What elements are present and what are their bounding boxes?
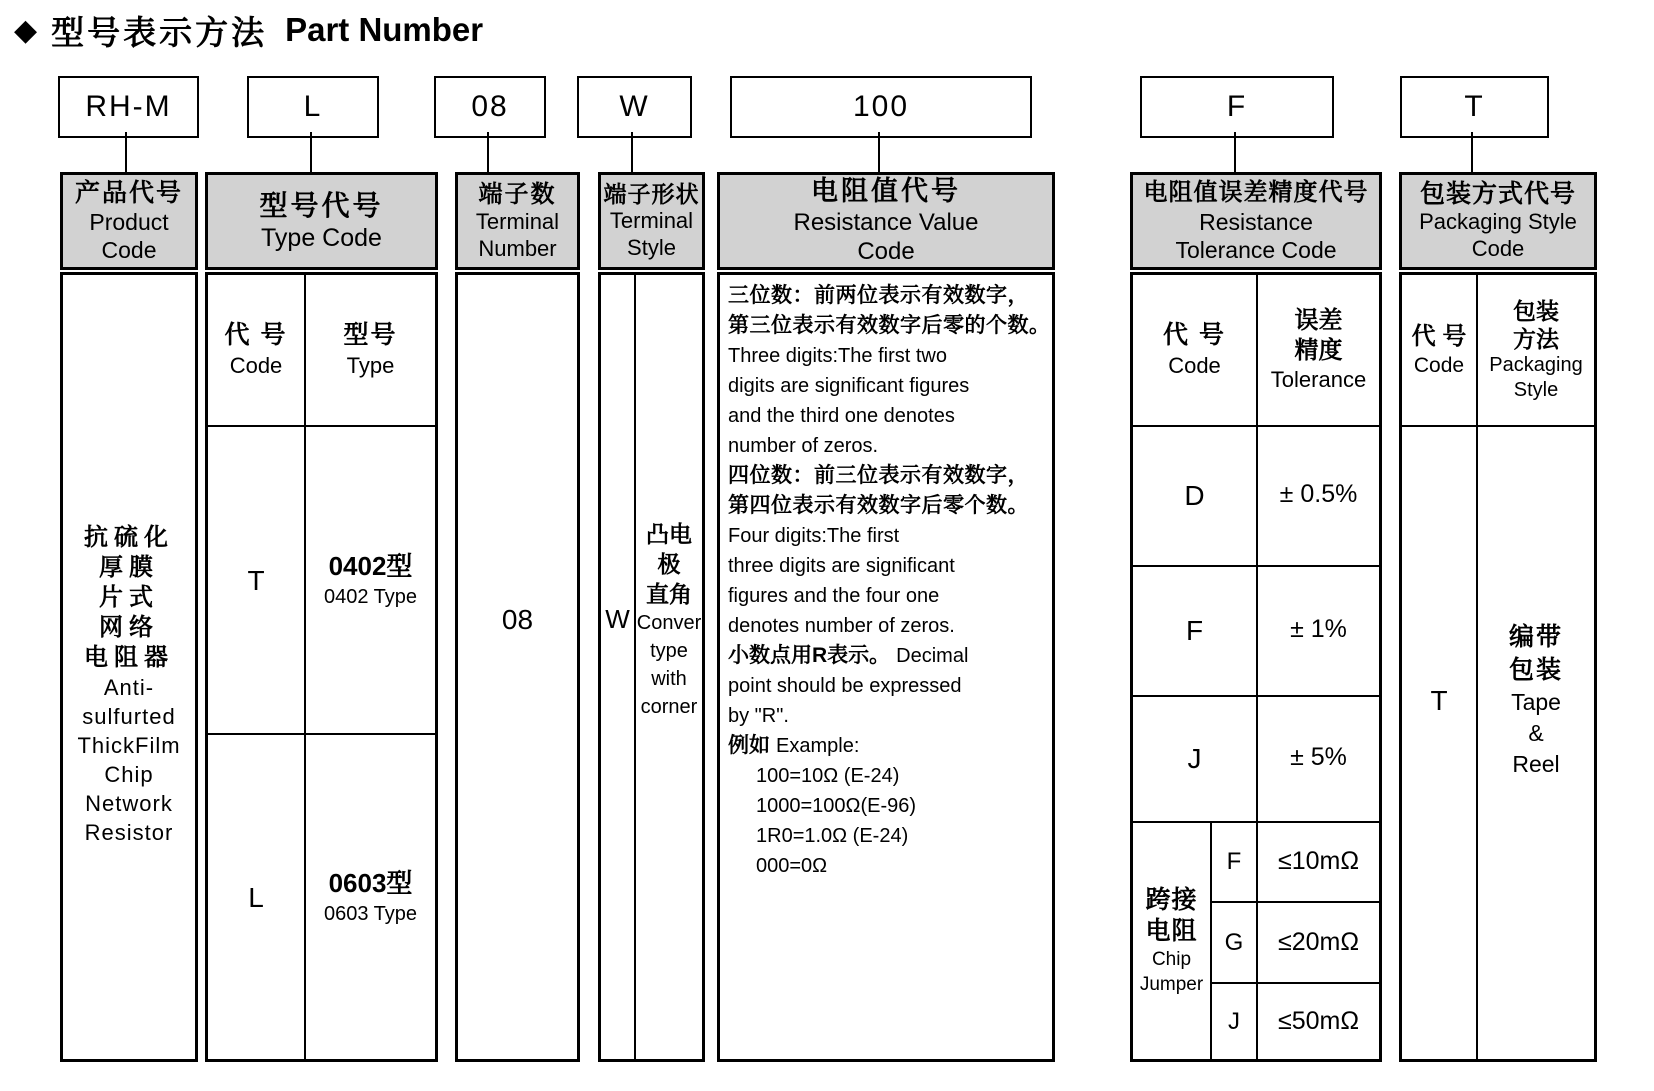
product-zh-line: 抗硫化 [84, 523, 174, 551]
terminal-style-desc [636, 275, 702, 1059]
tolerance-subheader-code-zh: 代 号 [1163, 321, 1226, 349]
packaging-body [1399, 272, 1597, 1062]
resistance-example-line: 100=10Ω (E-24) [756, 765, 900, 787]
resistance-note-en: Decimal [896, 645, 969, 667]
chip-jumper-zh2: 电阻 [1145, 917, 1198, 945]
chip-jumper-en2: Jumper [1139, 974, 1204, 995]
product-zh-line: 电阻器 [84, 643, 174, 671]
jumper-row-value: ≤10mΩ [1277, 847, 1360, 876]
jumper-row-code: F [1226, 848, 1242, 875]
packaging-subheader-code-en: Code [1413, 353, 1465, 377]
resistance-note-line: three digits are significant [728, 555, 955, 577]
resistance-note-line: Four digits:The first [728, 525, 900, 547]
header-terminal-number [455, 172, 580, 270]
tolerance-subheader-code-en: Code [1168, 353, 1221, 378]
type-row-desc-zh: 0603型 [328, 868, 413, 898]
header-packaging-zh: 包装方式代号 [1419, 179, 1576, 208]
jumper-row-value: ≤20mΩ [1277, 927, 1360, 956]
type-row-desc-zh: 0402型 [328, 551, 413, 581]
header-product-en2: Code [101, 237, 157, 264]
type-row-code: L [248, 881, 264, 913]
resistance-note-line: number of zeros. [728, 435, 879, 457]
packaging-desc-en: & [1528, 720, 1544, 746]
type-subheader-type-zh: 型号 [343, 321, 398, 349]
type-row-desc-en: 0603 Type [323, 903, 418, 925]
header-type-code [205, 172, 438, 270]
header-terminal-number-en2: Number [478, 235, 557, 261]
resistance-note-line: 第三位表示有效数字后零的个数。 [728, 314, 1051, 337]
resistance-note-zh: 小数点用R表示。 [728, 644, 891, 667]
jumper-row-code: J [1228, 1007, 1240, 1035]
terminal-style-en-line: Conver [636, 611, 702, 634]
connector-line [1471, 132, 1473, 174]
jumper-row-code: G [1224, 928, 1244, 956]
resistance-note-line: by "R". [728, 705, 789, 727]
resistance-notes [728, 281, 1050, 881]
type-subheader-code [208, 275, 304, 425]
header-product-zh: 产品代号 [74, 178, 183, 207]
resistance-example-line: 1000=100Ω(E-96) [756, 795, 917, 817]
product-zh-line: 片式 [99, 583, 159, 611]
example-label-zh: 例如 [728, 734, 770, 757]
tolerance-row-value: ± 0.5% [1279, 480, 1358, 509]
header-tolerance [1130, 172, 1382, 270]
code-box-resistance: 100 [730, 76, 1032, 138]
resistance-value-body [717, 272, 1055, 1062]
connector-line [1234, 132, 1236, 174]
tolerance-row-value: ± 5% [1290, 743, 1347, 772]
header-product-code [60, 172, 198, 270]
example-label-en: Example: [776, 735, 860, 757]
header-packaging [1399, 172, 1597, 270]
product-en-line: Network [85, 790, 173, 816]
terminal-style-zh-line: 直角 [646, 580, 692, 607]
tolerance-subheader-zh1: 误差 [1294, 307, 1343, 334]
code-box-terminal-number: 08 [434, 76, 546, 138]
header-resistance-en1: Resistance Value [793, 209, 979, 237]
resistance-note-line: 第四位表示有效数字后零个数。 [728, 494, 1029, 517]
packaging-subheader-zh1: 包装 [1513, 298, 1559, 324]
code-box-terminal-style: W [577, 76, 692, 138]
terminal-style-en-line: type [650, 639, 688, 662]
terminal-number-value: 08 [501, 604, 534, 635]
product-en-line: Chip [104, 761, 154, 787]
chip-jumper-en1: Chip [1151, 949, 1192, 970]
tolerance-body [1130, 272, 1382, 1062]
resistance-note-line: figures and the four one [728, 585, 940, 607]
resistance-note-line [728, 641, 1050, 671]
terminal-number-body [455, 272, 580, 1062]
code-box-type: L [247, 76, 379, 138]
connector-line [487, 132, 489, 174]
type-subheader-type-en: Type [346, 353, 395, 378]
page-title-en: Part Number [285, 11, 484, 48]
resistance-example-label [728, 731, 1050, 761]
packaging-row-code: T [1430, 685, 1448, 716]
header-terminal-number-en1: Terminal [475, 208, 560, 234]
packaging-subheader-style [1478, 275, 1594, 425]
terminal-style-body [598, 272, 705, 1062]
code-box-product: RH-M [58, 76, 199, 138]
page-title-zh: 型号表示方法 [51, 13, 268, 51]
resistance-note-line: and the third one denotes [728, 405, 955, 427]
connector-line [878, 132, 880, 174]
type-code-body [205, 272, 438, 1062]
product-zh-line: 厚膜 [99, 553, 159, 581]
terminal-style-en-line: corner [640, 695, 698, 718]
type-row-desc [306, 735, 435, 1059]
product-code-body [60, 272, 198, 1062]
type-row-code: T [247, 564, 265, 596]
code-box-packaging: T [1400, 76, 1549, 138]
jumper-row-value: ≤50mΩ [1277, 1006, 1360, 1035]
packaging-desc-en: Tape [1511, 689, 1561, 715]
header-product-en1: Product [89, 209, 169, 236]
header-type-zh: 型号代号 [259, 189, 384, 221]
resistance-note-line: 四位数：前三位表示有效数字， [728, 464, 1029, 487]
product-en-line: Anti- [103, 674, 155, 700]
tolerance-subheader-zh2: 精度 [1294, 337, 1343, 364]
packaging-row-desc [1478, 427, 1594, 1059]
resistance-note-line: Three digits:The first two [728, 345, 947, 367]
header-terminal-style-en1: Terminal [609, 208, 694, 234]
packaging-subheader-zh2: 方法 [1513, 326, 1559, 352]
tolerance-subheader-tol [1258, 275, 1379, 425]
code-box-tolerance: F [1140, 76, 1334, 138]
tolerance-row-code: J [1187, 742, 1202, 774]
terminal-style-code: W [605, 604, 630, 635]
type-subheader-type [306, 275, 435, 425]
product-en-line: ThickFilm [77, 732, 181, 758]
connector-line [631, 132, 633, 174]
resistance-note-line: digits are significant figures [728, 375, 970, 397]
header-resistance-zh: 电阻值代号 [811, 176, 961, 207]
resistance-example-line: 000=0Ω [756, 855, 828, 877]
header-packaging-en1: Packaging Style [1419, 209, 1577, 235]
product-zh-line: 网络 [99, 613, 159, 641]
resistance-note-line: denotes number of zeros. [728, 615, 955, 637]
type-subheader-code-zh: 代 号 [224, 321, 288, 349]
terminal-style-en-line: with [651, 667, 687, 690]
header-resistance-en2: Code [857, 238, 915, 266]
connector-line [125, 132, 127, 174]
product-description [63, 275, 195, 1059]
product-en-line: Resistor [84, 819, 174, 845]
packaging-subheader-en2: Style [1513, 379, 1559, 401]
packaging-desc-zh: 编带 [1508, 623, 1563, 651]
header-tolerance-en1: Resistance [1199, 208, 1313, 235]
resistance-note-line: 三位数：前两位表示有效数字， [728, 284, 1029, 307]
header-terminal-style [598, 172, 705, 270]
packaging-subheader-en1: Packaging [1489, 354, 1583, 376]
diamond-icon: ◆ [14, 13, 38, 47]
packaging-subheader-code [1402, 275, 1476, 425]
packaging-desc-en: Reel [1512, 751, 1560, 777]
tolerance-subheader-code [1133, 275, 1256, 425]
header-tolerance-en2: Tolerance Code [1175, 236, 1337, 263]
type-row-desc-en: 0402 Type [323, 586, 418, 608]
tolerance-subheader-en: Tolerance [1270, 367, 1367, 392]
header-terminal-style-en2: Style [627, 235, 676, 261]
tolerance-row-code: D [1184, 479, 1205, 511]
packaging-subheader-code-zh: 代 号 [1411, 322, 1467, 350]
header-terminal-style-zh: 端子形状 [603, 181, 700, 208]
header-packaging-en2: Code [1471, 236, 1525, 262]
type-subheader-code-en: Code [229, 353, 283, 378]
page-title [14, 6, 483, 54]
connector-line [310, 132, 312, 174]
header-resistance-value [717, 172, 1055, 270]
resistance-note-line: point should be expressed [728, 675, 962, 697]
chip-jumper-label [1133, 823, 1210, 1059]
chip-jumper-zh1: 跨接 [1145, 886, 1198, 914]
resistance-example-line: 1R0=1.0Ω (E-24) [756, 825, 909, 847]
product-en-line: sulfurted [82, 703, 176, 729]
header-tolerance-zh: 电阻值误差精度代号 [1143, 179, 1369, 207]
tolerance-row-value: ± 1% [1290, 615, 1347, 644]
header-terminal-number-zh: 端子数 [478, 180, 557, 208]
terminal-style-zh-line: 凸电极 [646, 520, 692, 577]
header-type-en: Type Code [261, 223, 382, 252]
type-row-desc [306, 427, 435, 733]
tolerance-row-code: F [1185, 614, 1204, 646]
packaging-desc-zh: 包装 [1508, 656, 1563, 684]
